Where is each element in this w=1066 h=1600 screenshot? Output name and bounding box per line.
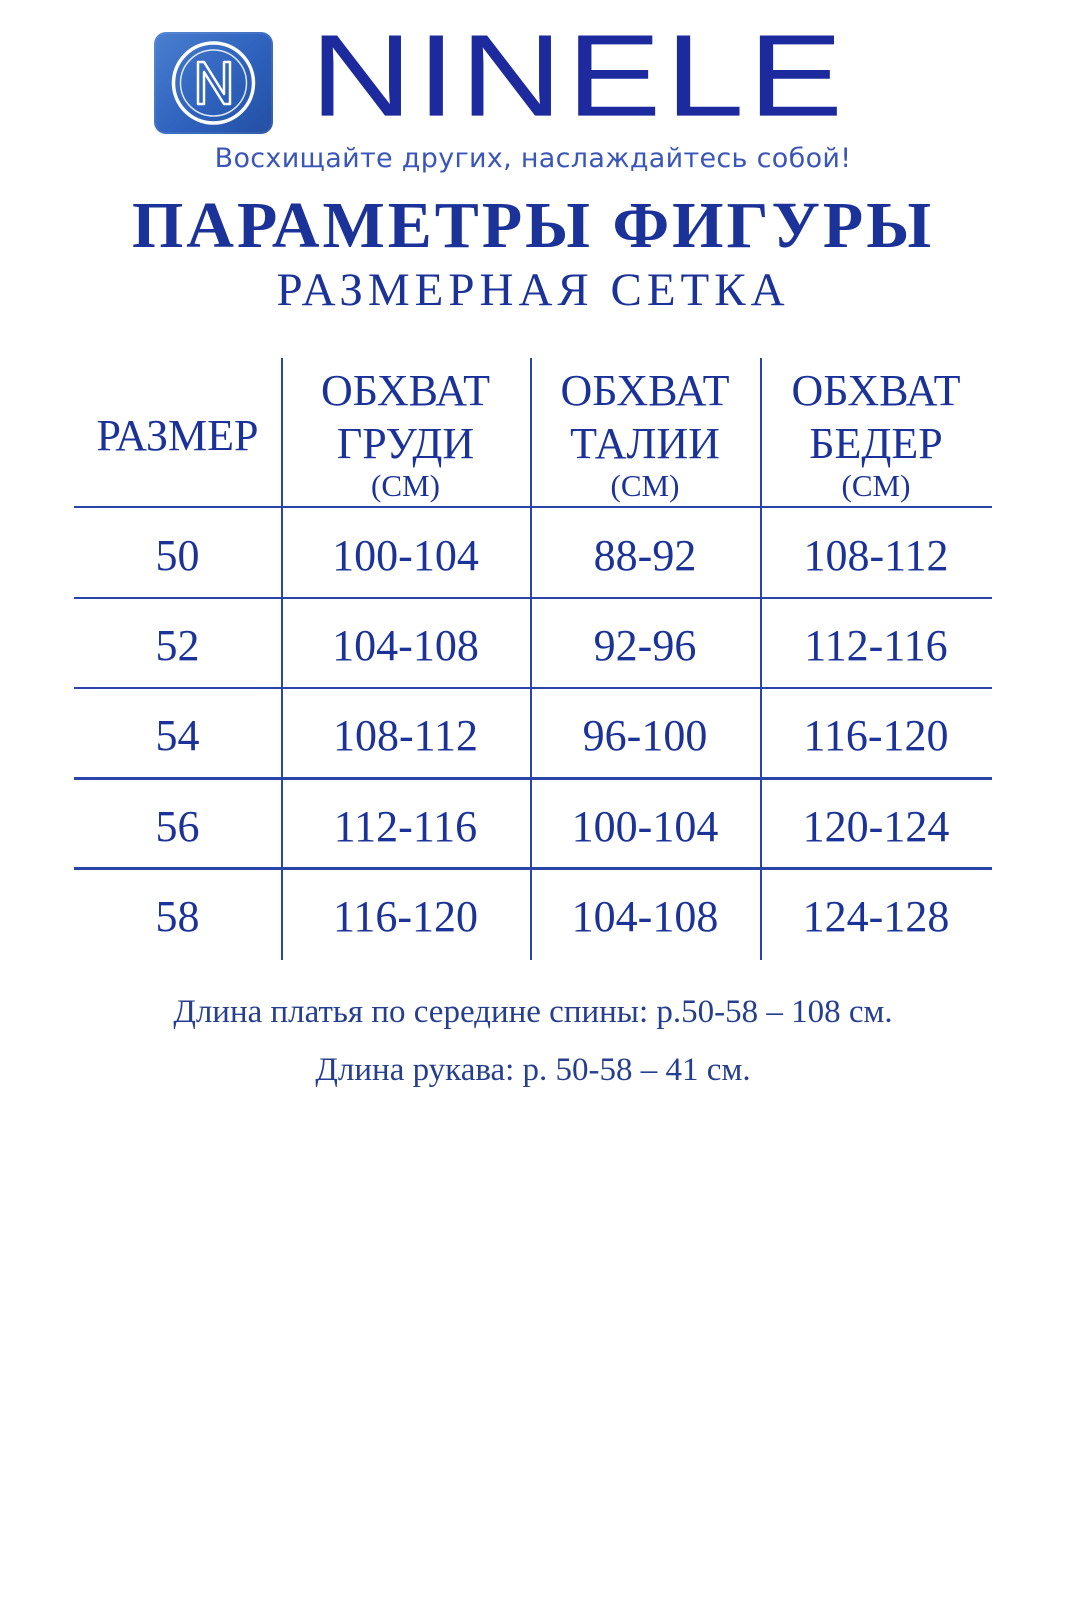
page-subtitle: РАЗМЕРНАЯ СЕТКА [276, 264, 790, 316]
header-hips-line2: БЕДЕР [809, 419, 943, 468]
cell-size: 58 [155, 892, 200, 941]
header-hips-line1: ОБХВАТ [791, 366, 961, 415]
cell-chest: 100-104 [332, 531, 479, 580]
cell-size: 50 [155, 531, 200, 580]
header-hips-unit: (СМ) [841, 468, 911, 503]
cell-hips: 124-128 [802, 892, 950, 941]
cell-waist: 96-100 [582, 711, 708, 760]
header-chest-unit: (СМ) [371, 468, 440, 503]
table-divider [74, 597, 992, 599]
header-waist-unit: (СМ) [610, 468, 680, 503]
table-divider [74, 506, 992, 508]
cell-waist: 100-104 [571, 802, 719, 851]
cell-chest: 112-116 [333, 802, 478, 851]
cell-size: 52 [155, 621, 200, 670]
cell-chest: 104-108 [332, 621, 479, 670]
cell-hips: 116-120 [803, 711, 949, 760]
brand-slogan: Восхищайте других, наслаждайтесь собой! [214, 143, 852, 174]
cell-waist: 92-96 [593, 621, 697, 670]
header-size: РАЗМЕР [96, 411, 259, 460]
cell-chest: 108-112 [332, 711, 479, 760]
brand-name: NINELE [310, 10, 847, 142]
header-waist [530, 364, 760, 501]
header-hips [760, 364, 992, 501]
page-title: ПАРАМЕТРЫ ФИГУРЫ [131, 189, 935, 262]
cell-waist: 104-108 [571, 892, 719, 941]
table-divider [74, 687, 992, 689]
brand-logo-icon [154, 32, 273, 134]
cell-chest: 116-120 [332, 892, 479, 941]
note-sleeve-length: Длина рукава: р. 50-58 – 41 см. [315, 1052, 751, 1088]
header-chest-line2: ГРУДИ [336, 419, 475, 468]
cell-size: 56 [155, 802, 200, 851]
header-chest-line1: ОБХВАТ [320, 366, 491, 415]
table-divider [74, 867, 992, 870]
cell-waist: 88-92 [593, 531, 697, 580]
header-chest [281, 364, 530, 501]
cell-hips: 108-112 [803, 531, 949, 580]
size-table [74, 358, 992, 960]
table-divider [74, 777, 992, 780]
cell-size: 54 [155, 711, 200, 760]
header-waist-line2: ТАЛИИ [570, 419, 720, 468]
note-dress-length: Длина платья по середине спины: р.50-58 – 108 см. [173, 994, 893, 1030]
cell-hips: 112-116 [804, 621, 948, 670]
header-waist-line1: ОБХВАТ [560, 366, 730, 415]
cell-hips: 120-124 [802, 802, 950, 851]
